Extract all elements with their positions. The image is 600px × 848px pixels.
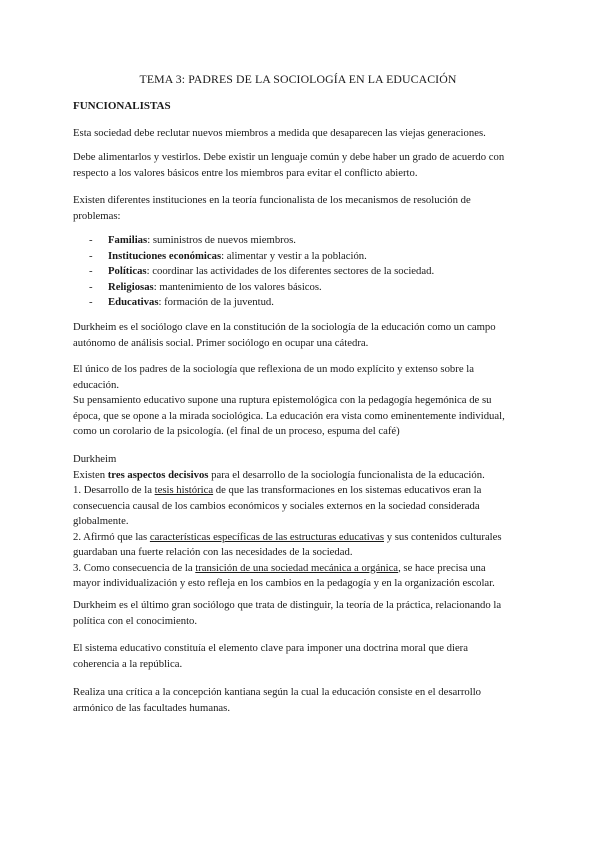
list-item-familias: [89, 233, 519, 249]
list-item-term: Educativas: [108, 296, 159, 308]
paragraph-9-line-1: Realiza una crítica a la concepción kantiana según la cual la educación consiste en el desarrollo: [73, 686, 482, 698]
paragraph-durkheim-line-7: guardaban una fuerte relación con las necesidades de la sociedad.: [73, 546, 353, 558]
text-span: 2. Afirmó que las: [73, 530, 150, 543]
paragraph-2: [73, 150, 523, 181]
paragraph-5-line-2: educación.: [73, 378, 119, 391]
text-span: Existen: [73, 468, 108, 481]
paragraph-4-line-2: autónomo de análisis social. Primer sociólogo en ocupar una cátedra.: [73, 336, 369, 349]
list-item-term: Instituciones económicas: [108, 249, 222, 262]
paragraph-3: [73, 193, 523, 224]
text-span: y sus contenidos culturales: [384, 530, 502, 543]
paragraph-durkheim-line-4: consecuencia causal de los cambios económicos y sociales externos en la sociedad considerada: [73, 499, 480, 512]
underlined-phrase: tesis histórica: [154, 484, 214, 496]
text-span: , se hace precisa una: [398, 561, 486, 574]
paragraph-durkheim-name: Durkheim: [73, 453, 117, 465]
paragraph-7-line-2: política con el conocimiento.: [73, 614, 198, 627]
paragraph-5: [73, 362, 523, 440]
list-item-text: : mantenimiento de los valores básicos.: [153, 280, 322, 293]
paragraph-durkheim-line-9: mayor individualización y esto refleja en los cambios en la pedagogía y en la organización escolar.: [73, 577, 495, 589]
paragraph-8: [73, 641, 523, 672]
list-item-text: : coordinar las actividades de los diferentes sectores de la sociedad.: [146, 265, 435, 277]
list-item-text: : formación de la juventud.: [158, 296, 274, 308]
section-heading-funcionalistas: FUNCIONALISTAS: [73, 100, 171, 112]
paragraph-8-line-1: El sistema educativo constituía el elemento clave para imponer una doctrina moral que diera: [73, 642, 468, 654]
list-item-term: Religiosas: [108, 280, 154, 293]
text-span: de que las transformaciones en los sistemas educativos eran la: [213, 484, 482, 496]
paragraph-5-line-4: época, que se opone a la mirada sociológica. La educación era vista como eminentemente individual,: [73, 409, 505, 422]
document-title: TEMA 3: PADRES DE LA SOCIOLOGÍA EN LA EDUCACIÓN: [139, 72, 457, 86]
list-dash: -: [89, 265, 93, 277]
institutions-list: [89, 233, 519, 311]
paragraph-5-line-5: como un corolario de la psicología. (el final de un proceso, espuma del café): [73, 425, 400, 437]
bold-phrase: tres aspectos decisivos: [107, 468, 209, 481]
list-dash: -: [89, 249, 93, 262]
paragraph-9: [73, 685, 523, 716]
paragraph-5-line-1: El único de los padres de la sociología que reflexiona de un modo explícito y extenso sobre la: [73, 363, 474, 375]
paragraph-8-line-2: coherencia a la república.: [73, 657, 183, 670]
list-item-text: : suministros de nuevos miembros.: [147, 234, 296, 246]
paragraph-durkheim: [73, 452, 523, 592]
paragraph-3-line-2: problemas:: [73, 209, 121, 222]
list-dash: -: [89, 280, 93, 293]
list-item-text: : alimentar y vestir a la población.: [221, 249, 367, 262]
paragraph-5-line-3: Su pensamiento educativo supone una ruptura epistemológica con la pedagogía hegemónica de su: [73, 394, 492, 406]
paragraph-3-line-1: Existen diferentes instituciones en la teoría funcionalista de los mecanismos de resolución de: [73, 194, 471, 206]
text-span: 3. Como consecuencia de la: [73, 561, 196, 574]
paragraph-2-line-2: respecto a los valores básicos entre los miembros para evitar el conflicto abierto.: [73, 166, 418, 179]
underlined-phrase: características específicas de las estructuras educativas: [149, 530, 385, 543]
underlined-phrase: transición de una sociedad mecánica a orgánica: [195, 561, 399, 574]
paragraph-durkheim-line-2: [73, 468, 523, 484]
paragraph-4: [73, 320, 523, 351]
paragraph-durkheim-line-3: [73, 483, 523, 499]
list-dash: -: [89, 234, 93, 246]
list-item-term: Familias: [108, 234, 148, 246]
paragraph-2-line-1: Debe alimentarlos y vestirlos. Debe existir un lenguaje común y debe haber un grado de acuerdo con: [73, 151, 505, 163]
text-span: para el desarrollo de la sociología funcionalista de la educación.: [208, 468, 485, 481]
paragraph-durkheim-line-8: [73, 561, 523, 577]
list-dash: -: [89, 296, 93, 308]
list-item-term: Políticas: [108, 265, 147, 277]
paragraph-1: [73, 126, 523, 142]
list-item-politicas: [89, 264, 519, 280]
paragraph-1-line: Esta sociedad debe reclutar nuevos miembros a medida que desaparecen las viejas generaciones.: [73, 127, 486, 139]
paragraph-9-line-2: armónico de las facultades humanas.: [73, 701, 230, 714]
list-item-educativas: [89, 295, 519, 311]
list-item-instituciones: [89, 249, 519, 265]
list-item-religiosas: [89, 280, 519, 296]
text-span: 1. Desarrollo de la: [73, 484, 155, 496]
paragraph-7-line-1: Durkheim es el último gran sociólogo que trata de distinguir, la teoría de la práctica, relacionando la: [73, 599, 502, 611]
paragraph-7: [73, 598, 523, 629]
paragraph-durkheim-line-5: globalmente.: [73, 515, 129, 527]
paragraph-durkheim-line-6: [73, 530, 523, 546]
paragraph-4-line-1: Durkheim es el sociólogo clave en la constitución de la sociología de la educación como un campo: [73, 321, 496, 333]
